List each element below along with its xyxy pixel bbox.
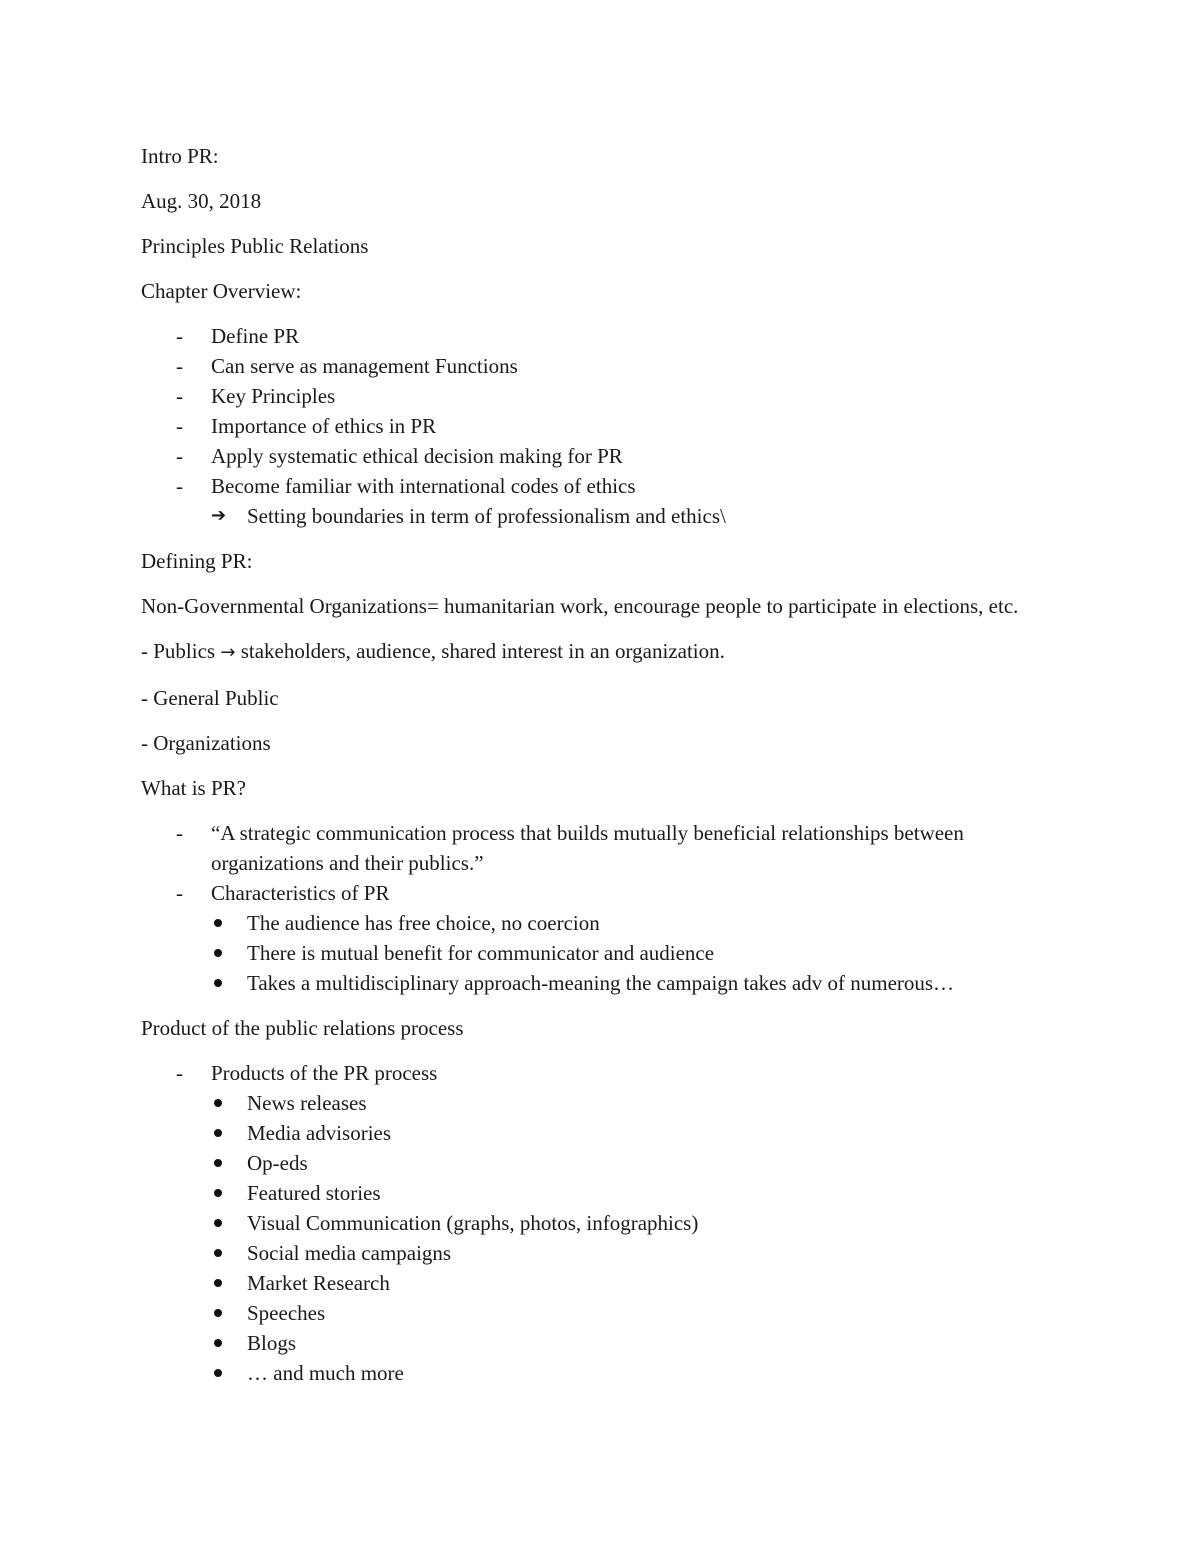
subject-title: Principles Public Relations	[141, 234, 369, 258]
dash-marker: -	[176, 384, 183, 408]
dash-marker: -	[176, 474, 183, 498]
bullet-icon	[214, 1279, 222, 1287]
dash-marker: -	[176, 1061, 183, 1085]
bullet-icon	[214, 1159, 222, 1167]
bullet-icon	[214, 1219, 222, 1227]
bullet-icon	[214, 979, 222, 987]
course-title: Intro PR:	[141, 144, 219, 168]
list-item: - Key Principles	[141, 381, 1071, 411]
bullet-icon	[214, 949, 222, 957]
bullet-icon	[214, 1249, 222, 1257]
list-item	[141, 818, 1071, 878]
characteristics-list	[211, 908, 1071, 998]
list-item: - Products of the PR process News releases Media advisories Op-eds Featured stories Visual Communication (graphs, photos, infographics) Social media campaigns Market Research Speeches Blogs … and much more	[141, 1058, 1071, 1388]
dash-marker: -	[176, 354, 183, 378]
list-item: There is mutual benefit for communicator and audience	[211, 938, 1071, 968]
list-item: - Apply systematic ethical decision making for PR	[141, 441, 1071, 471]
list-item: - Importance of ethics in PR	[141, 411, 1071, 441]
dash-marker: -	[176, 324, 183, 348]
arrow-icon: ➔	[211, 505, 227, 526]
list-item: - Can serve as management Functions	[141, 351, 1071, 381]
defining-pr-heading: Defining PR:	[141, 549, 253, 573]
list-item: - Become familiar with international codes of ethics ➔ Setting boundaries in term of professionalism and ethics\	[141, 471, 1071, 531]
list-item: Op-eds	[211, 1148, 1071, 1178]
what-is-pr-heading: What is PR?	[141, 776, 246, 800]
list-item: Takes a multidisciplinary approach-meaning the campaign takes adv of numerous…	[211, 968, 1071, 998]
dash-marker: -	[176, 444, 183, 468]
list-item: Market Research	[211, 1268, 1071, 1298]
organizations-line: - Organizations	[141, 731, 271, 755]
dash-marker: -	[176, 881, 183, 905]
overview-sub-list	[211, 501, 1071, 531]
arrow-right-icon: →	[220, 642, 236, 663]
list-item: Visual Communication (graphs, photos, infographics)	[211, 1208, 1071, 1238]
list-item: ➔ Setting boundaries in term of professionalism and ethics\	[211, 501, 1071, 531]
bullet-icon	[214, 1129, 222, 1137]
definition-quote: “A strategic communication process that builds mutually beneficial relationships between organizations and their publics.”	[211, 821, 964, 875]
lecture-date: Aug. 30, 2018	[141, 189, 262, 213]
list-item: News releases	[211, 1088, 1071, 1118]
ngo-paragraph: Non-Governmental Organizations= humanitarian work, encourage people to participate in elections, etc.	[141, 594, 1019, 618]
list-item: … and much more	[211, 1358, 1071, 1388]
bullet-icon	[214, 1099, 222, 1107]
bullet-icon	[214, 1309, 222, 1317]
list-item: Media advisories	[211, 1118, 1071, 1148]
list-item: Blogs	[211, 1328, 1071, 1358]
bullet-icon	[214, 919, 222, 927]
product-heading: Product of the public relations process	[141, 1016, 464, 1040]
dash-marker: -	[176, 414, 183, 438]
products-list	[141, 1058, 1071, 1388]
list-item: Speeches	[211, 1298, 1071, 1328]
list-item: The audience has free choice, no coercion	[211, 908, 1071, 938]
what-is-pr-list	[141, 818, 1071, 998]
products-sub-list	[211, 1088, 1071, 1388]
list-item: Social media campaigns	[211, 1238, 1071, 1268]
general-public-line: - General Public	[141, 686, 279, 710]
overview-list	[141, 321, 1071, 531]
list-item: - Characteristics of PR The audience has free choice, no coercion There is mutual benefit for communicator and audience Takes a multidisciplinary approach-meaning the campaign takes adv of numerous…	[141, 878, 1071, 998]
bullet-icon	[214, 1189, 222, 1197]
document-body	[141, 141, 1071, 1403]
dash-marker: -	[176, 821, 183, 845]
bullet-icon	[214, 1339, 222, 1347]
bullet-icon	[214, 1369, 222, 1377]
publics-line: - Publics → stakeholders, audience, shared interest in an organization.	[141, 639, 725, 663]
chapter-overview-heading: Chapter Overview:	[141, 279, 302, 303]
list-item: Featured stories	[211, 1178, 1071, 1208]
list-item: - Define PR	[141, 321, 1071, 351]
